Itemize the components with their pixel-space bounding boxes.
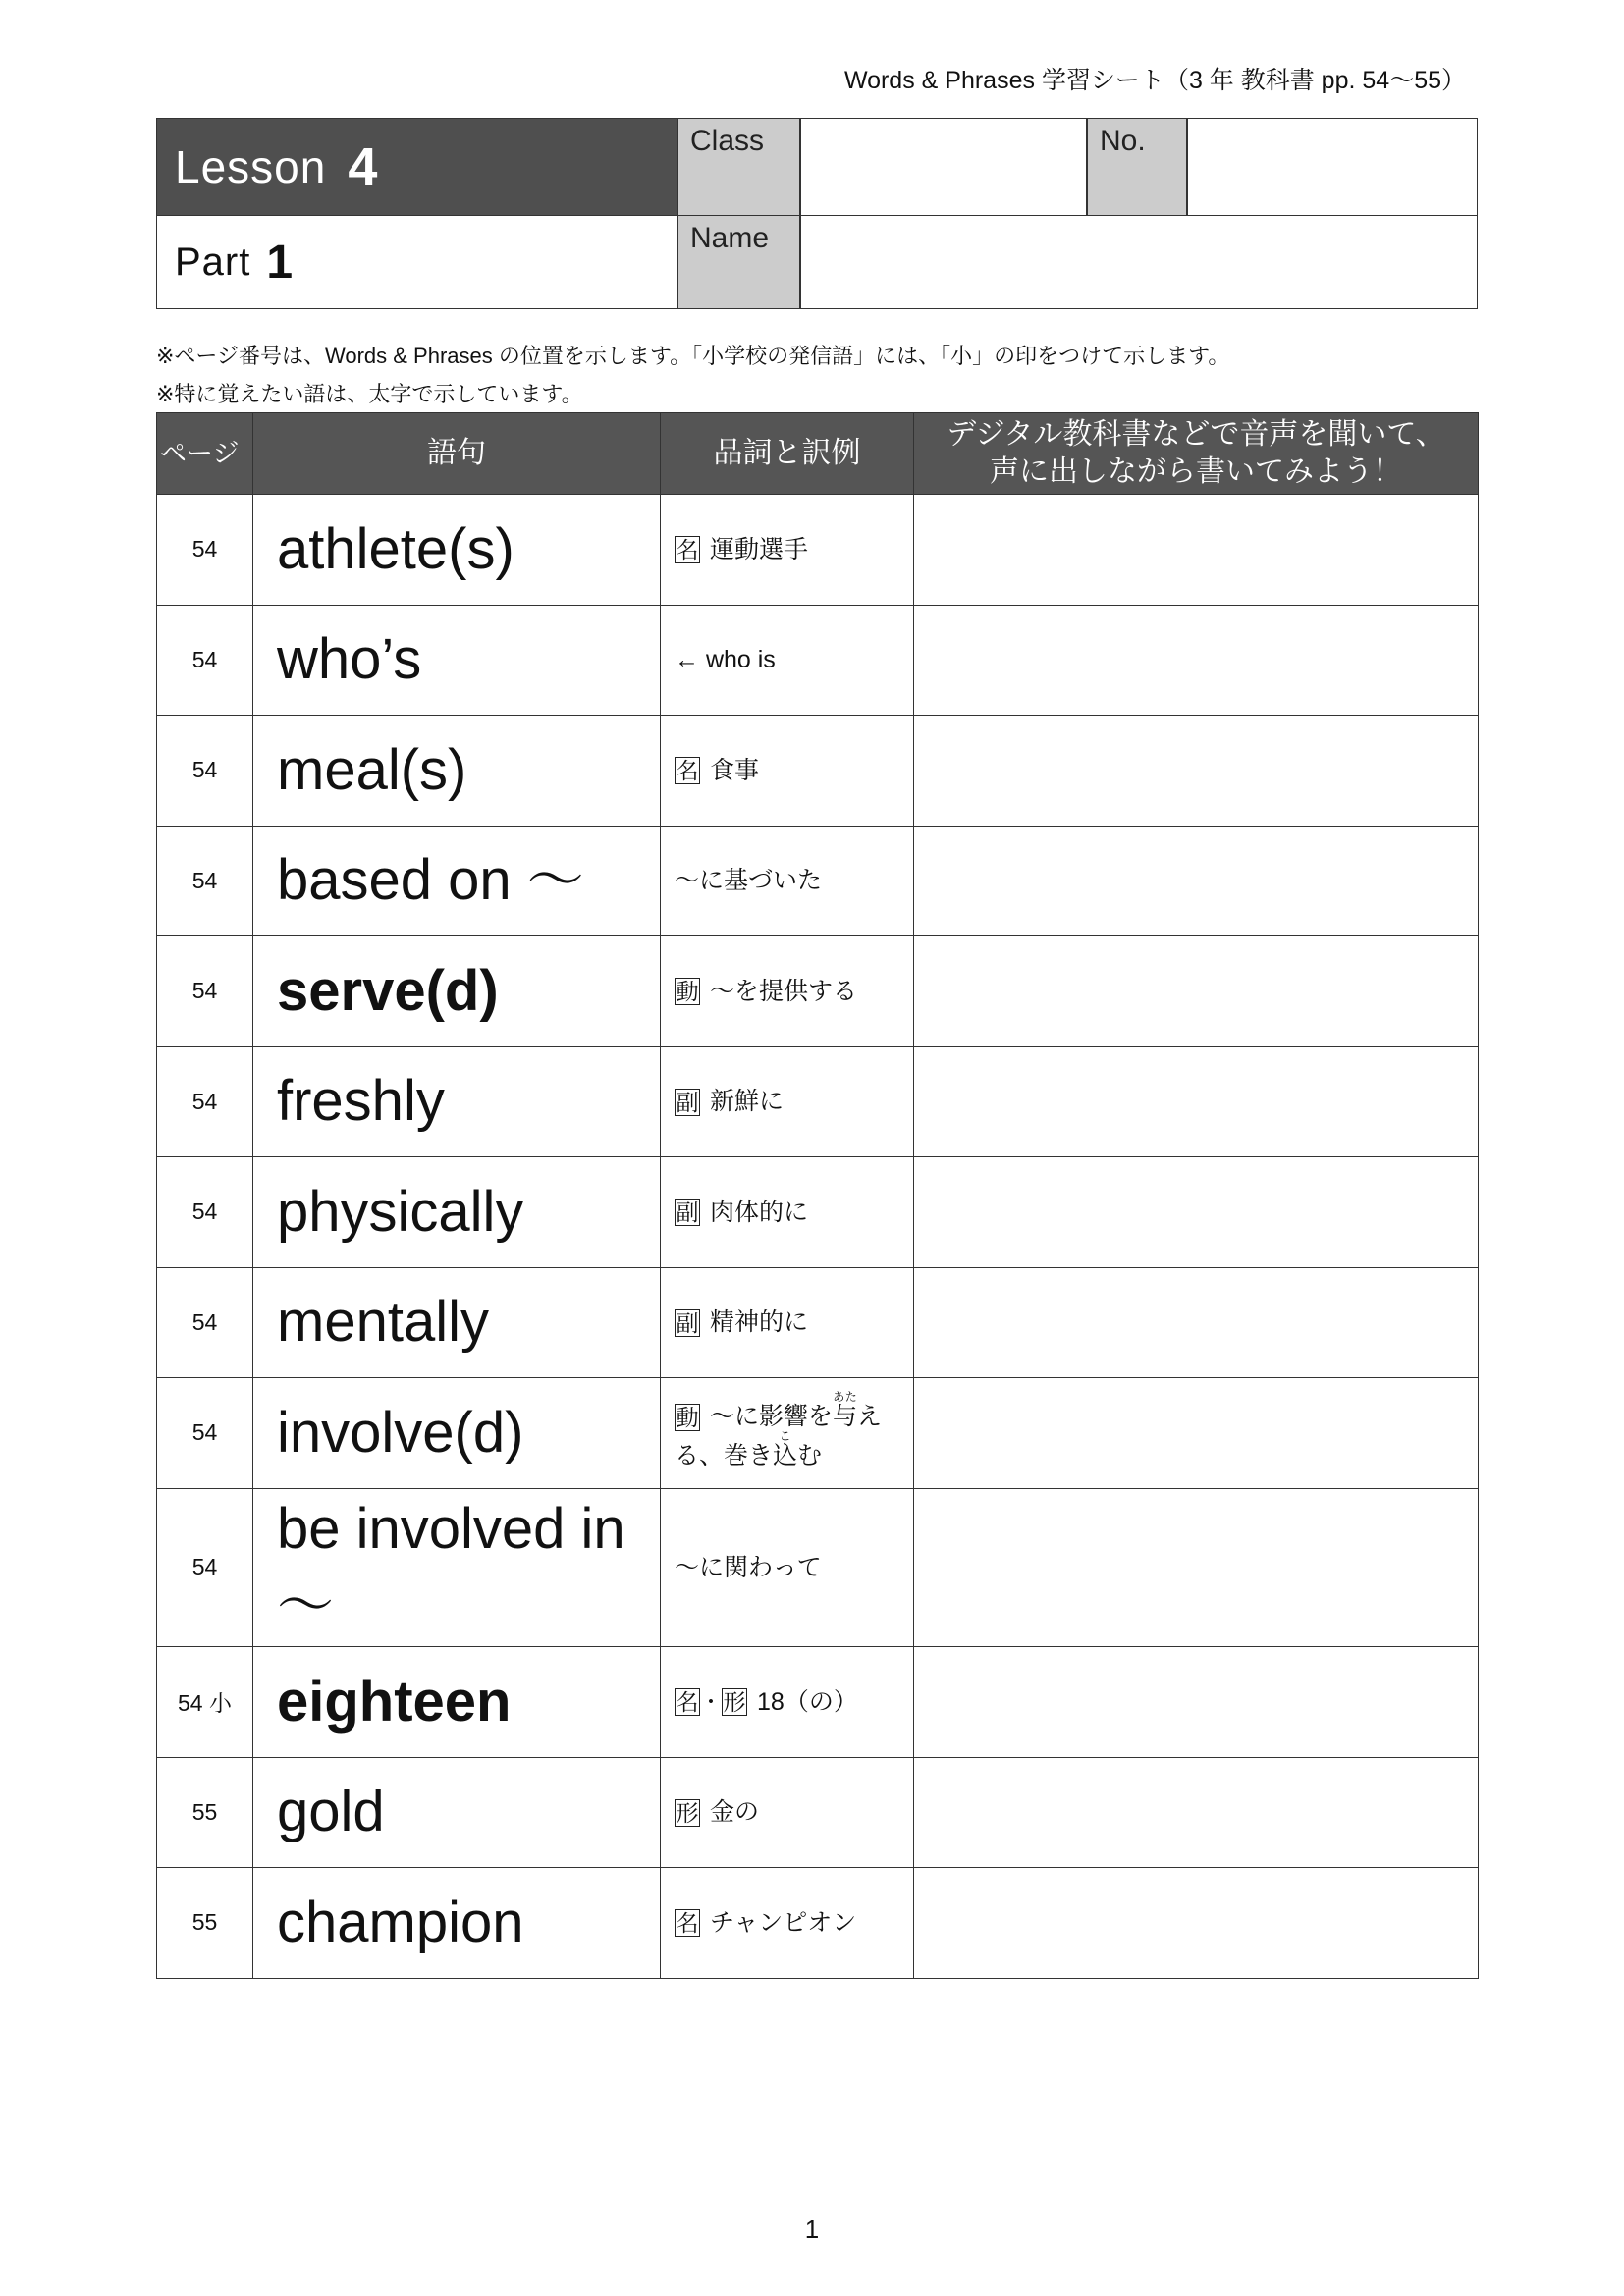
table-row bbox=[157, 605, 1479, 716]
meaning-text: ← who is bbox=[675, 646, 776, 674]
phrase-cell bbox=[253, 1757, 661, 1868]
page-cell bbox=[157, 495, 253, 606]
meaning-segment: ～に影響を bbox=[710, 1403, 834, 1431]
practice-writing-cell bbox=[914, 826, 1479, 936]
part-of-speech-tag: 名 bbox=[676, 758, 699, 784]
pos-meaning-cell bbox=[661, 1157, 914, 1268]
pos-meaning-cell bbox=[661, 1046, 914, 1157]
student-info-box bbox=[156, 118, 1478, 309]
page-cell bbox=[157, 605, 253, 716]
practice-writing-cell bbox=[914, 605, 1479, 716]
table-row bbox=[157, 716, 1479, 827]
pos-meaning-cell bbox=[661, 1378, 914, 1489]
pos-meaning-cell bbox=[661, 495, 914, 606]
note-page-numbers: ※ページ番号は、Words & Phrases の位置を示します。「小学校の発信語」には、「小」の印をつけて示します。 bbox=[156, 344, 1230, 368]
phrase-text: freshly bbox=[277, 1069, 445, 1134]
page-cell bbox=[157, 1157, 253, 1268]
name-label: Name bbox=[677, 215, 800, 309]
lesson-title bbox=[156, 118, 677, 216]
phrase-cell bbox=[253, 1046, 661, 1157]
page-ref: 54 bbox=[191, 1308, 218, 1335]
part-of-speech-tag: 動 bbox=[676, 1404, 699, 1430]
table-row bbox=[157, 1868, 1479, 1979]
practice-writing-cell bbox=[914, 1378, 1479, 1489]
meaning-text: 食事 bbox=[710, 756, 760, 784]
page-cell bbox=[157, 826, 253, 936]
practice-writing-cell bbox=[914, 1267, 1479, 1378]
page-ref: 54 bbox=[178, 1690, 203, 1717]
phrase-text: meal(s) bbox=[277, 737, 467, 802]
part-title bbox=[156, 215, 677, 309]
page-ref: 54 bbox=[191, 1199, 218, 1225]
page-ref: 54 bbox=[191, 536, 218, 562]
meaning-text: 運動選手 bbox=[710, 535, 809, 563]
table-row bbox=[157, 495, 1479, 606]
page-cell bbox=[157, 1868, 253, 1979]
practice-writing-cell bbox=[914, 716, 1479, 827]
practice-writing-cell bbox=[914, 1647, 1479, 1758]
part-of-speech-tag: 形 bbox=[723, 1689, 746, 1716]
pos-meaning-cell bbox=[661, 1647, 914, 1758]
practice-writing-cell bbox=[914, 1488, 1479, 1647]
phrase-text: involve(d) bbox=[277, 1400, 524, 1465]
table-header-row bbox=[157, 413, 1479, 495]
page-cell bbox=[157, 936, 253, 1047]
worksheet-title: Words & Phrases 学習シート（3 年 教科書 pp. 54〜55） bbox=[843, 67, 1466, 94]
meaning-text: ～を提供する bbox=[710, 977, 858, 1005]
phrase-cell bbox=[253, 605, 661, 716]
header-practice bbox=[914, 413, 1479, 495]
page-ref: 54 bbox=[191, 1554, 218, 1580]
phrase-cell bbox=[253, 1868, 661, 1979]
elementary-word-mark: 小 bbox=[208, 1690, 232, 1717]
phrase-cell bbox=[253, 716, 661, 827]
part-of-speech-tag: 形 bbox=[676, 1799, 699, 1826]
table-row bbox=[157, 936, 1479, 1047]
page-ref: 54 bbox=[191, 757, 218, 783]
vocabulary-table bbox=[156, 412, 1479, 1979]
practice-writing-cell bbox=[914, 1757, 1479, 1868]
header-pos-meaning: 品詞と訳例 bbox=[661, 413, 914, 495]
lesson-number: 4 bbox=[348, 137, 378, 196]
header-practice-line: 声に出しながら書いてみよう！ bbox=[990, 455, 1402, 488]
part-of-speech-tag: 副 bbox=[676, 1309, 699, 1336]
furigana-base: 込 bbox=[773, 1442, 798, 1470]
furigana-reading: あた bbox=[833, 1390, 858, 1405]
practice-writing-cell bbox=[914, 1046, 1479, 1157]
practice-writing-cell bbox=[914, 495, 1479, 606]
name-field bbox=[800, 215, 1478, 309]
class-label: Class bbox=[677, 118, 800, 216]
meaning-text: 18（の） bbox=[757, 1687, 858, 1716]
meaning-segment: む bbox=[797, 1442, 823, 1470]
meaning-text: 金の bbox=[710, 1798, 760, 1827]
meaning-text: ～に基づいた bbox=[675, 867, 823, 895]
phrase-cell bbox=[253, 1378, 661, 1489]
pos-meaning-cell bbox=[661, 1757, 914, 1868]
page-cell bbox=[157, 1757, 253, 1868]
pos-meaning-cell bbox=[661, 716, 914, 827]
part-of-speech-tag: 名 bbox=[676, 1689, 699, 1716]
phrase-text: athlete(s) bbox=[277, 516, 514, 581]
practice-writing-cell bbox=[914, 1868, 1479, 1979]
table-row bbox=[157, 1757, 1479, 1868]
page-cell bbox=[157, 1046, 253, 1157]
phrase-text: gold bbox=[277, 1780, 385, 1844]
part-label: Part bbox=[175, 240, 251, 284]
class-field bbox=[800, 118, 1087, 216]
table-body bbox=[157, 495, 1479, 1979]
furigana-base: 与 bbox=[833, 1403, 858, 1431]
page-cell bbox=[157, 716, 253, 827]
instructions bbox=[156, 337, 1478, 413]
page-ref: 54 bbox=[191, 867, 218, 893]
header-phrase: 語句 bbox=[253, 413, 661, 495]
pos-meaning-cell bbox=[661, 936, 914, 1047]
practice-writing-cell bbox=[914, 936, 1479, 1047]
page-cell bbox=[157, 1647, 253, 1758]
pos-meaning-cell bbox=[661, 1488, 914, 1647]
furigana-reading: こ bbox=[773, 1429, 798, 1444]
meaning-text: 新鮮に bbox=[710, 1088, 785, 1116]
page-ref: 55 bbox=[191, 1798, 218, 1825]
phrase-cell bbox=[253, 1647, 661, 1758]
page-ref: 54 bbox=[191, 646, 218, 672]
pos-meaning-cell bbox=[661, 1267, 914, 1378]
phrase-text: champion bbox=[277, 1890, 524, 1954]
meaning-text: 精神的に bbox=[710, 1308, 809, 1337]
table-row bbox=[157, 1046, 1479, 1157]
part-of-speech-tag: 副 bbox=[676, 1200, 699, 1226]
table-row bbox=[157, 826, 1479, 936]
phrase-text: mentally bbox=[277, 1290, 489, 1355]
phrase-text: who’s bbox=[277, 627, 422, 692]
part-number: 1 bbox=[266, 236, 294, 289]
table-row bbox=[157, 1378, 1479, 1489]
page-cell bbox=[157, 1488, 253, 1647]
page-number: 1 bbox=[804, 2215, 820, 2244]
pos-meaning-cell bbox=[661, 1868, 914, 1979]
phrase-text: based on ～ bbox=[277, 848, 584, 913]
phrase-cell bbox=[253, 826, 661, 936]
meaning-text: ～に関わって bbox=[675, 1553, 822, 1581]
phrase-cell bbox=[253, 495, 661, 606]
page-ref: 55 bbox=[191, 1909, 218, 1936]
page-ref: 54 bbox=[191, 978, 218, 1004]
meaning-text bbox=[675, 1390, 883, 1470]
meaning-text: 肉体的に bbox=[710, 1198, 809, 1226]
pos-meaning-cell bbox=[661, 605, 914, 716]
phrase-cell bbox=[253, 1267, 661, 1378]
page-cell bbox=[157, 1378, 253, 1489]
part-of-speech-tag: 副 bbox=[676, 1089, 699, 1115]
tag-separator: ・ bbox=[700, 1689, 723, 1715]
phrase-text: be involved in ～ bbox=[277, 1496, 625, 1637]
phrase-cell bbox=[253, 1488, 661, 1647]
phrase-cell bbox=[253, 1157, 661, 1268]
page-ref: 54 bbox=[191, 1419, 218, 1446]
phrase-cell bbox=[253, 936, 661, 1047]
pos-meaning-cell bbox=[661, 826, 914, 936]
part-of-speech-tag: 動 bbox=[676, 979, 699, 1005]
phrase-text: eighteen bbox=[277, 1669, 512, 1734]
phrase-text: physically bbox=[277, 1179, 524, 1244]
practice-writing-cell bbox=[914, 1157, 1479, 1268]
header-practice-line: デジタル教科書などで音声を聞いて、 bbox=[947, 418, 1445, 451]
furigana-word bbox=[833, 1390, 858, 1431]
furigana-word bbox=[773, 1429, 798, 1470]
meaning-segment: える、巻き bbox=[675, 1403, 883, 1470]
part-of-speech-tag: 名 bbox=[676, 537, 699, 563]
header-page: ページ bbox=[157, 413, 253, 495]
table-row bbox=[157, 1157, 1479, 1268]
meaning-text: チャンピオン bbox=[710, 1908, 857, 1937]
part-of-speech-tag: 名 bbox=[676, 1910, 699, 1937]
number-field bbox=[1187, 118, 1478, 216]
note-bold-words: ※特に覚えたい語は、太字で示しています。 bbox=[156, 382, 583, 406]
table-row bbox=[157, 1267, 1479, 1378]
page-ref: 54 bbox=[191, 1088, 218, 1114]
number-label: No. bbox=[1087, 118, 1187, 216]
lesson-label: Lesson bbox=[175, 141, 327, 192]
page-cell bbox=[157, 1267, 253, 1378]
table-row bbox=[157, 1647, 1479, 1758]
phrase-text: serve(d) bbox=[277, 958, 499, 1023]
table-row bbox=[157, 1488, 1479, 1647]
